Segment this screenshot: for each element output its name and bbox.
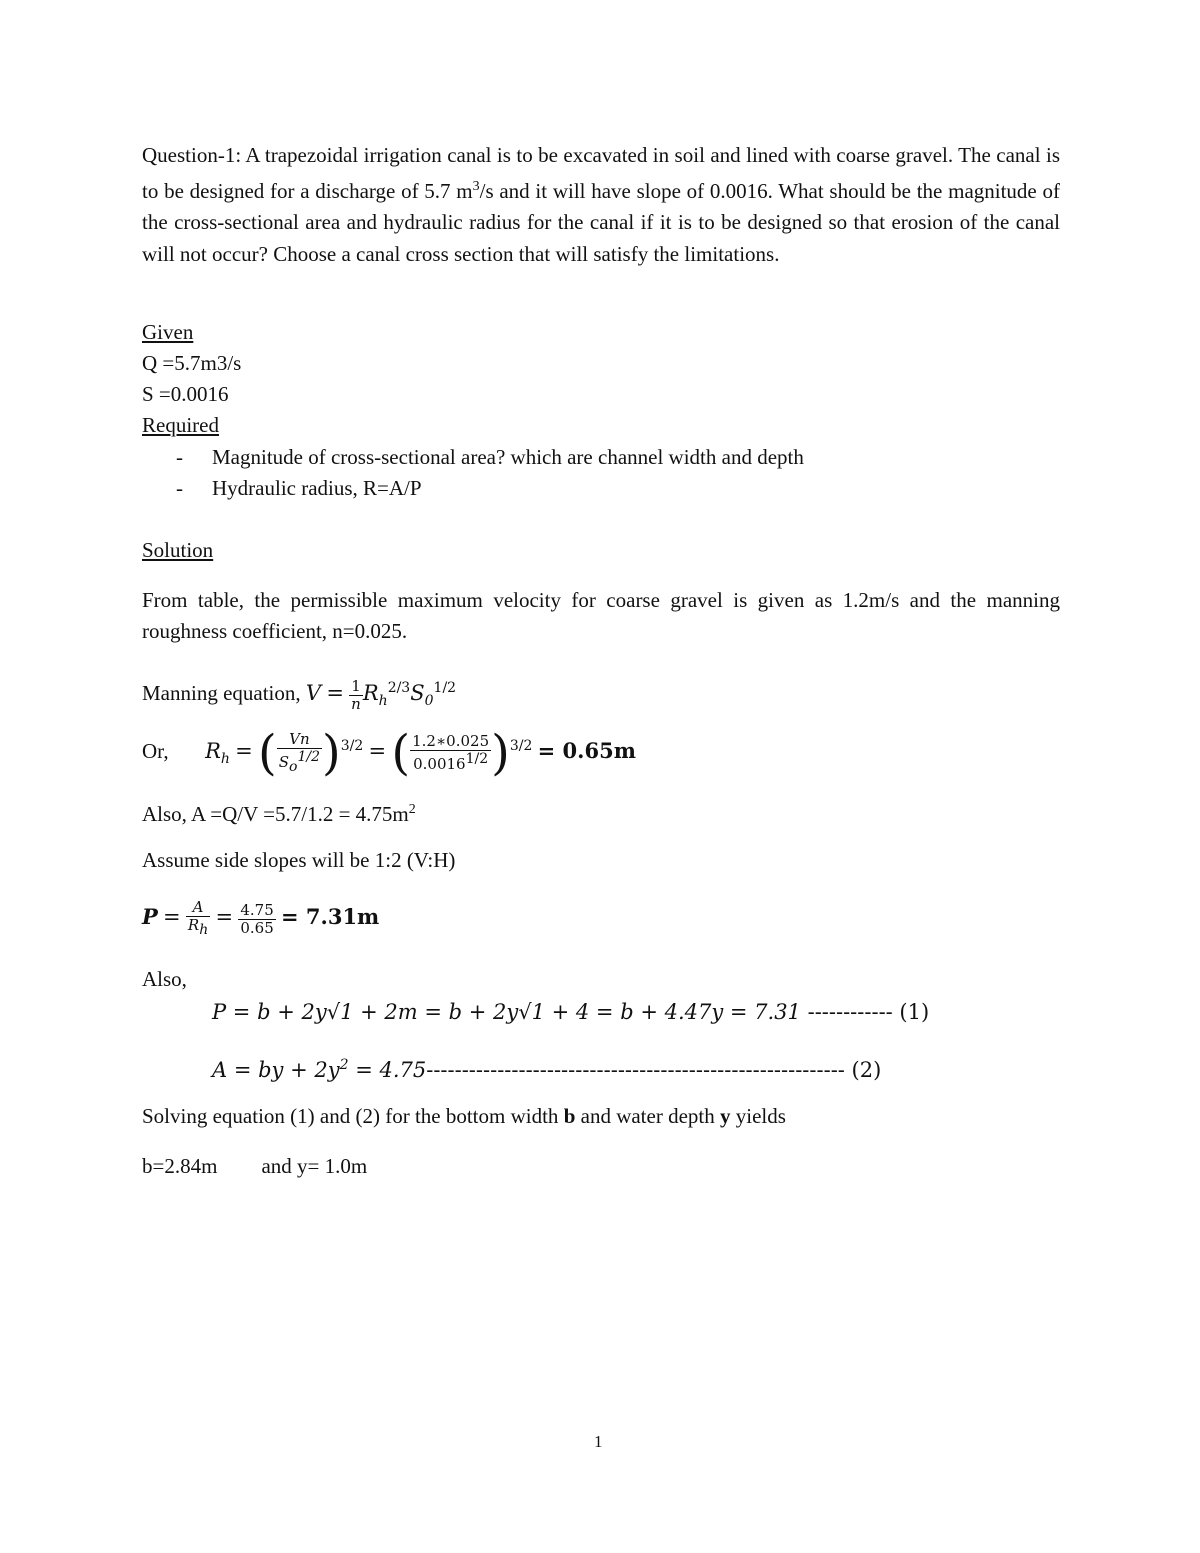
given-heading: Given (142, 320, 194, 344)
page-number: 1 (594, 1432, 603, 1451)
bullet-dash: - (176, 445, 183, 469)
equation-1: P = b + 2y√1 + 2m = b + 2y√1 + 4 = b + 4.47y = 7.31 ------------ (1) (212, 1000, 930, 1024)
fraction-vn-over-s: $\frac{Vn}{S_o^{1/2}}$ (278, 729, 321, 775)
area-line: Also, $A =Q/V =5.7/1.2 = 4.75m^2$ (142, 802, 416, 826)
solution-paragraph: From table, the permissible maximum velocity for coarse gravel is given as 1.2m/s and the manning roughness coefficient, n=0.025. (142, 588, 1060, 644)
required-item-2: Hydraulic radius, R=A/P (212, 476, 422, 500)
required-item-1: Magnitude of cross-sectional area? which are channel width and depth (212, 445, 804, 469)
given-s: S =0.0016 (142, 382, 229, 406)
manning-equation: Manning equation, V = $\frac{1}{n}$ $R_h^{2/3}S_0^{1/2}$ (142, 676, 457, 713)
side-slope-line: Assume side slopes will be 1:2 (V:H) (142, 848, 456, 872)
required-heading: Required (142, 413, 219, 437)
fraction-a-over-rh: $\frac{A}{R_h}$ (187, 898, 209, 939)
rh-equation: Or, $R_h$ = ( $\frac{Vn}{S_o^{1/2}}$ )$^{3/2}$ = ( $\frac{1.2∗0.025}{0.0016^{1/2}}$ )$^{3/2}$ = 0.65m (142, 725, 636, 782)
equation-2: A = by + $2y^2 = 4.75-----------------------------------------------------------$ (2) (212, 1057, 882, 1082)
solution-heading: Solution (142, 538, 214, 562)
given-q: Q =5.7m3/s (142, 351, 242, 375)
result-line: b=2.84m and y= 1.0m (142, 1154, 368, 1178)
fraction-1-over-n: $\frac{1}{n}$ (351, 676, 361, 713)
bullet-dash: - (176, 476, 183, 500)
perimeter-equation: P = $\frac{A}{R_h}$ = $\frac{4.75}{0.65}$ = 7.31m (142, 898, 380, 939)
solving-line: Solving equation (1) and (2) for the bottom width b and water depth y yields (142, 1104, 786, 1128)
fraction-numeric: $\frac{1.2∗0.025}{0.0016^{1/2}}$ (412, 732, 490, 774)
fraction-numeric-p: $\frac{4.75}{0.65}$ (240, 900, 274, 937)
question-paragraph: Question-1: A trapezoidal irrigation canal is to be excavated in soil and lined with coarse gravel. The canal is to be designed for a discharge of 5.7 $m^3/s$ and it will have slope of 0.0016. What should be the magnitude of the cross-sectional area and hydraulic radius for the canal if it is to be designed so that erosion of the canal will not occur? Choose a canal cross section that will satisfy the limitations. (142, 143, 1060, 266)
also-label: Also, (142, 967, 187, 991)
